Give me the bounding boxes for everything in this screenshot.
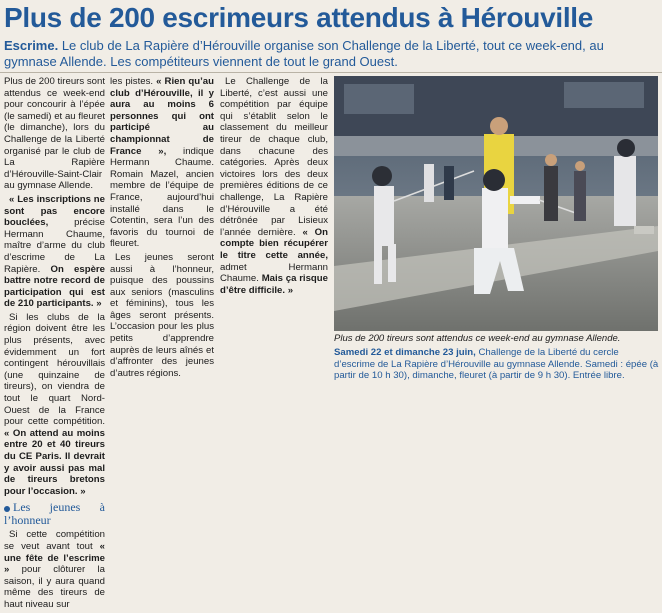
header-divider <box>0 72 662 73</box>
article-lead <box>4 38 660 70</box>
article-column-1 <box>4 76 105 613</box>
article-column-3 <box>220 76 328 298</box>
event-details: Challenge de la Liberté du cercle d’escrime de La Rapière d’Hérouville au gymnase Allende. Samedi : épée (à partir de 10 h 30), dimanche, fleuret (à partir de 9 h 30). Entrée libre. <box>334 347 659 381</box>
paragraph: Le Challenge de la Liberté, c’est aussi une compétition par équipe qui s’établit selon le classement du meilleur tireur de chaque club, dans chacune des catégories. Après deux victoires lors des deux premières éditions de ce challenge, La Rapière d’Hérouville a été détrônée par Lisieux l’année dernière. « On compte bien récupérer le titre cette année, admet Hermann Chaume. Mais ça risque d’être difficile. » <box>220 76 328 296</box>
lead-sport-label: Escrime. <box>4 38 59 53</box>
paragraph: Les jeunes seront aussi à l’honneur, puisque des poussins aux seniors (masculins et féminins), tous les âges seront présents. L’occasion pour les plus petits d’apprendre auprès de leurs aînés et d’affronter des jeunes d’autres régions. <box>110 251 214 379</box>
event-dates: Samedi 22 et dimanche 23 juin, <box>334 347 476 358</box>
paragraph: Si les clubs de la région doivent être les plus présents, avec évidemment un fort contingent hérouvillais (une quinzaine de tireurs), on viendra de tout le quart Nord-Ouest de la France pour cette compétition. « On attend au moins entre 20 et 40 tireurs du CE Paris. Il devrait y avoir aussi pas mal de tireurs bretons pour l’occasion. » <box>4 311 105 497</box>
article-column-2 <box>110 76 214 381</box>
event-info-box <box>334 347 660 382</box>
bullet-icon <box>4 506 10 512</box>
photo-caption: Plus de 200 tireurs sont attendus ce week-end au gymnase Allende. <box>334 333 621 344</box>
lead-text: Le club de La Rapière d’Hérouville organise son Challenge de la Liberté, tout ce week-end, au gymnase Allende. Les compétiteurs viennent de tout le grand Ouest. <box>4 38 604 69</box>
paragraph: « Les inscriptions ne sont pas encore bouclées, précise Hermann Chaume, maître d’arme du club d’escrime de La Rapière. On espère battre notre record de participation qui est de 210 participants. » <box>4 193 105 310</box>
subheading: Les jeunes à l’honneur <box>4 500 105 528</box>
fencing-photo <box>334 76 658 331</box>
article-headline: Plus de 200 escrimeurs attendus à Hérouville <box>4 2 594 33</box>
paragraph: les pistes. « Rien qu’au club d’Hérouville, il y aura au moins 6 personnes qui ont participé au championnat de France », indique Hermann Chaume. Romain Mazel, ancien membre de l’équipe de France, aujourd’hui installé dans le Cotentin, sera l’un des favoris du tournoi de fleuret. <box>110 76 214 250</box>
paragraph: Plus de 200 tireurs sont attendus ce week-end pour concourir à l’épée (le samedi) et au fleuret (le dimanche), lors du Challenge de la Liberté organisé par le club de La Rapière d’Hérouville-Saint-Clair au gymnase Allende. <box>4 76 105 192</box>
paragraph: Si cette compétition se veut avant tout « une fête de l’escrime » pour clôturer la saison, il y aura quand même des tireurs de haut niveau sur <box>4 529 105 610</box>
fencing-photo-illustration <box>334 76 658 331</box>
